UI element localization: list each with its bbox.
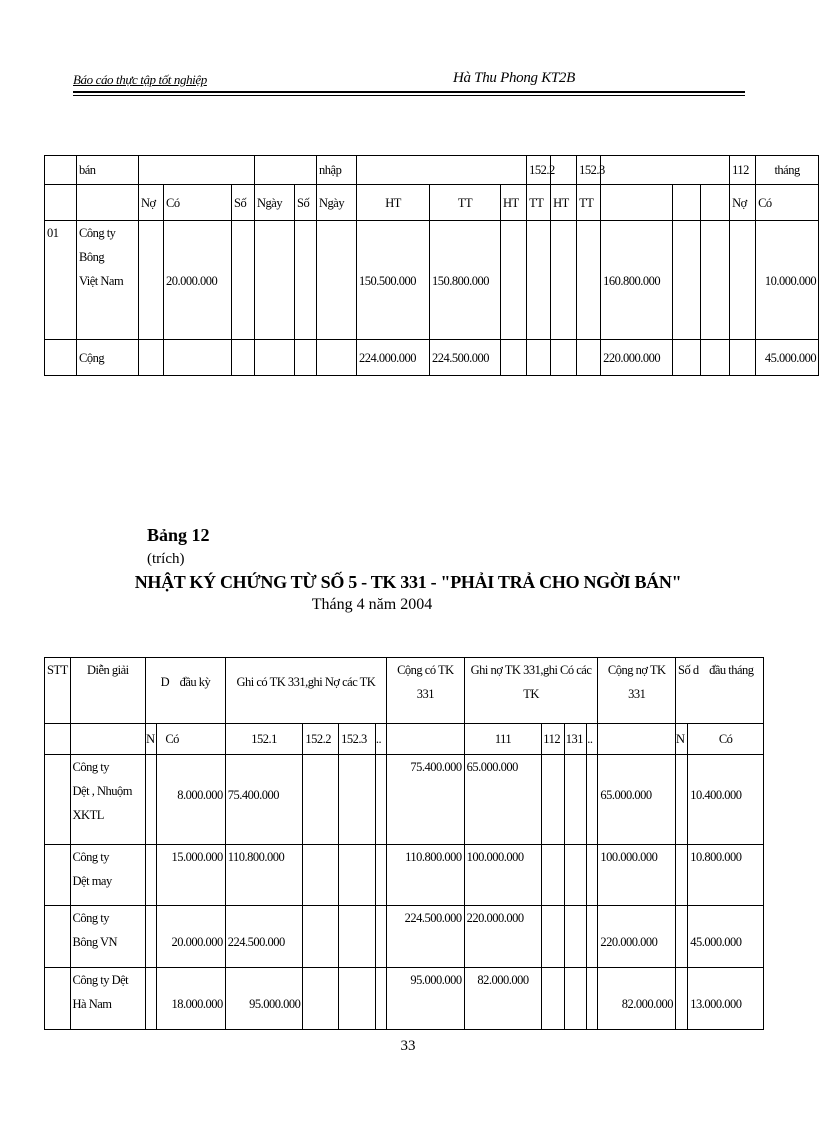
table-cell: TT	[430, 185, 501, 221]
amount-cell: 100.000.000	[464, 845, 542, 906]
description-cell: Công ty Bông VN	[70, 906, 146, 968]
description-cell: Công ty Dệt Hà Nam	[70, 968, 146, 1030]
col-header-credit: Ghi có TK 331,ghi Nợ các TK	[225, 658, 386, 724]
table-title: NHẬT KÝ CHỨNG TỪ SỐ 5 - TK 331 - "PHẢI TRẢ CHO NGỜI BÁN"	[134, 572, 682, 592]
header-rule	[73, 91, 745, 93]
amount-cell: 95.000.000	[387, 968, 465, 1030]
report-title: Báo cáo thực tập tốt nghiệp	[73, 72, 207, 87]
amount-cell: 8.000.000	[157, 755, 225, 845]
table-note: (trích)	[147, 551, 185, 567]
table-cell: Có	[756, 185, 819, 221]
amount-cell: 45.000.000	[756, 340, 819, 376]
table-cell: Số	[232, 185, 255, 221]
col-header: N	[676, 724, 688, 755]
amount-cell: 20.000.000	[157, 906, 225, 968]
col-header: 111	[464, 724, 542, 755]
table-row	[45, 221, 819, 340]
amount-cell: 15.000.000	[157, 845, 225, 906]
table-cell: tháng	[756, 156, 819, 185]
amount-cell: 10.800.000	[688, 845, 764, 906]
amount-cell: 224.500.000	[387, 906, 465, 968]
amount-cell: 10.400.000	[688, 755, 764, 845]
col-header-description: Diễn giải	[70, 658, 146, 724]
col-header-debit: Ghi nợ TK 331,ghi Có các TK	[464, 658, 598, 724]
table-cell: Nợ	[139, 185, 164, 221]
table-row	[45, 340, 819, 376]
amount-cell: 65.000.000	[598, 755, 676, 845]
col-header: Có	[688, 724, 764, 755]
amount-cell: 13.000.000	[688, 968, 764, 1030]
col-header: Có	[157, 724, 225, 755]
amount-cell: 220.000.000	[598, 906, 676, 968]
total-label: Cộng	[77, 340, 139, 376]
table-row	[45, 968, 764, 1030]
page-header	[73, 70, 745, 90]
amount-cell: 82.000.000	[464, 968, 542, 1030]
table-header-row	[45, 658, 764, 724]
table-cell: nhập	[317, 156, 357, 185]
description-cell: Công ty Bông Việt Nam	[77, 221, 139, 340]
amount-cell: 75.400.000	[387, 755, 465, 845]
amount-cell: 10.000.000	[756, 221, 819, 340]
amount-cell: 220.000.000	[601, 340, 673, 376]
col-header: ..	[375, 724, 386, 755]
table-row	[45, 906, 764, 968]
description-cell: Công ty Dệt may	[70, 845, 146, 906]
table-header-row	[45, 724, 764, 755]
amount-cell: 220.000.000	[464, 906, 542, 968]
amount-cell: 110.800.000	[225, 845, 303, 906]
continued-table	[44, 155, 819, 376]
col-header: 131	[564, 724, 586, 755]
amount-cell: 224.500.000	[225, 906, 303, 968]
table-cell: HT	[357, 185, 430, 221]
table-cell: HT	[551, 185, 577, 221]
table-cell: 112	[730, 156, 756, 185]
amount-cell: 150.800.000	[430, 221, 501, 340]
col-header-total-credit: Cộng có TK 331	[387, 658, 465, 724]
amount-cell: 100.000.000	[598, 845, 676, 906]
amount-cell: 150.500.000	[357, 221, 430, 340]
page-number: 33	[400, 1038, 416, 1054]
amount-cell: 224.500.000	[430, 340, 501, 376]
table-row	[45, 185, 819, 221]
table-cell: HT	[501, 185, 527, 221]
amount-cell: 20.000.000	[164, 221, 232, 340]
table-subtitle: Tháng 4 năm 2004	[311, 596, 433, 613]
col-header-total-debit: Cộng nợ TK 331	[598, 658, 676, 724]
amount-cell: 65.000.000	[464, 755, 542, 845]
amount-cell: 75.400.000	[225, 755, 303, 845]
col-header: 152.1	[225, 724, 303, 755]
journal-table	[44, 657, 764, 1030]
table-cell: TT	[527, 185, 551, 221]
col-header: 112	[542, 724, 564, 755]
col-header: N	[146, 724, 157, 755]
table-row	[45, 156, 819, 185]
author-name: Hà Thu Phong KT2B	[453, 70, 575, 86]
table-cell: Ngày	[255, 185, 295, 221]
header-rule-thin	[73, 95, 745, 96]
table-cell: TT	[577, 185, 601, 221]
amount-cell: 224.000.000	[357, 340, 430, 376]
amount-cell: 95.000.000	[225, 968, 303, 1030]
col-header: 152.3	[339, 724, 376, 755]
col-header-opening: D đầu kỳ	[146, 658, 226, 724]
col-header: ..	[587, 724, 598, 755]
table-row	[45, 755, 764, 845]
amount-cell: 110.800.000	[387, 845, 465, 906]
stt-cell: 01	[45, 221, 77, 340]
col-header-stt: STT	[45, 658, 71, 724]
table-cell: Có	[164, 185, 232, 221]
table-cell: bán	[77, 156, 139, 185]
table-row	[45, 845, 764, 906]
amount-cell: 18.000.000	[157, 968, 225, 1030]
col-header-balance: Số d đầu tháng	[676, 658, 764, 724]
col-header: 152.2	[303, 724, 339, 755]
table-number: Bảng 12	[147, 525, 210, 545]
table-cell: Nợ	[730, 185, 756, 221]
amount-cell: 45.000.000	[688, 906, 764, 968]
amount-cell: 160.800.000	[601, 221, 673, 340]
amount-cell: 82.000.000	[598, 968, 676, 1030]
description-cell: Công ty Dệt , Nhuộm XKTL	[70, 755, 146, 845]
table-cell: Ngày	[317, 185, 357, 221]
table-cell: 152.2	[527, 156, 551, 185]
table-cell: Số	[295, 185, 317, 221]
table-cell: 152.3	[577, 156, 601, 185]
